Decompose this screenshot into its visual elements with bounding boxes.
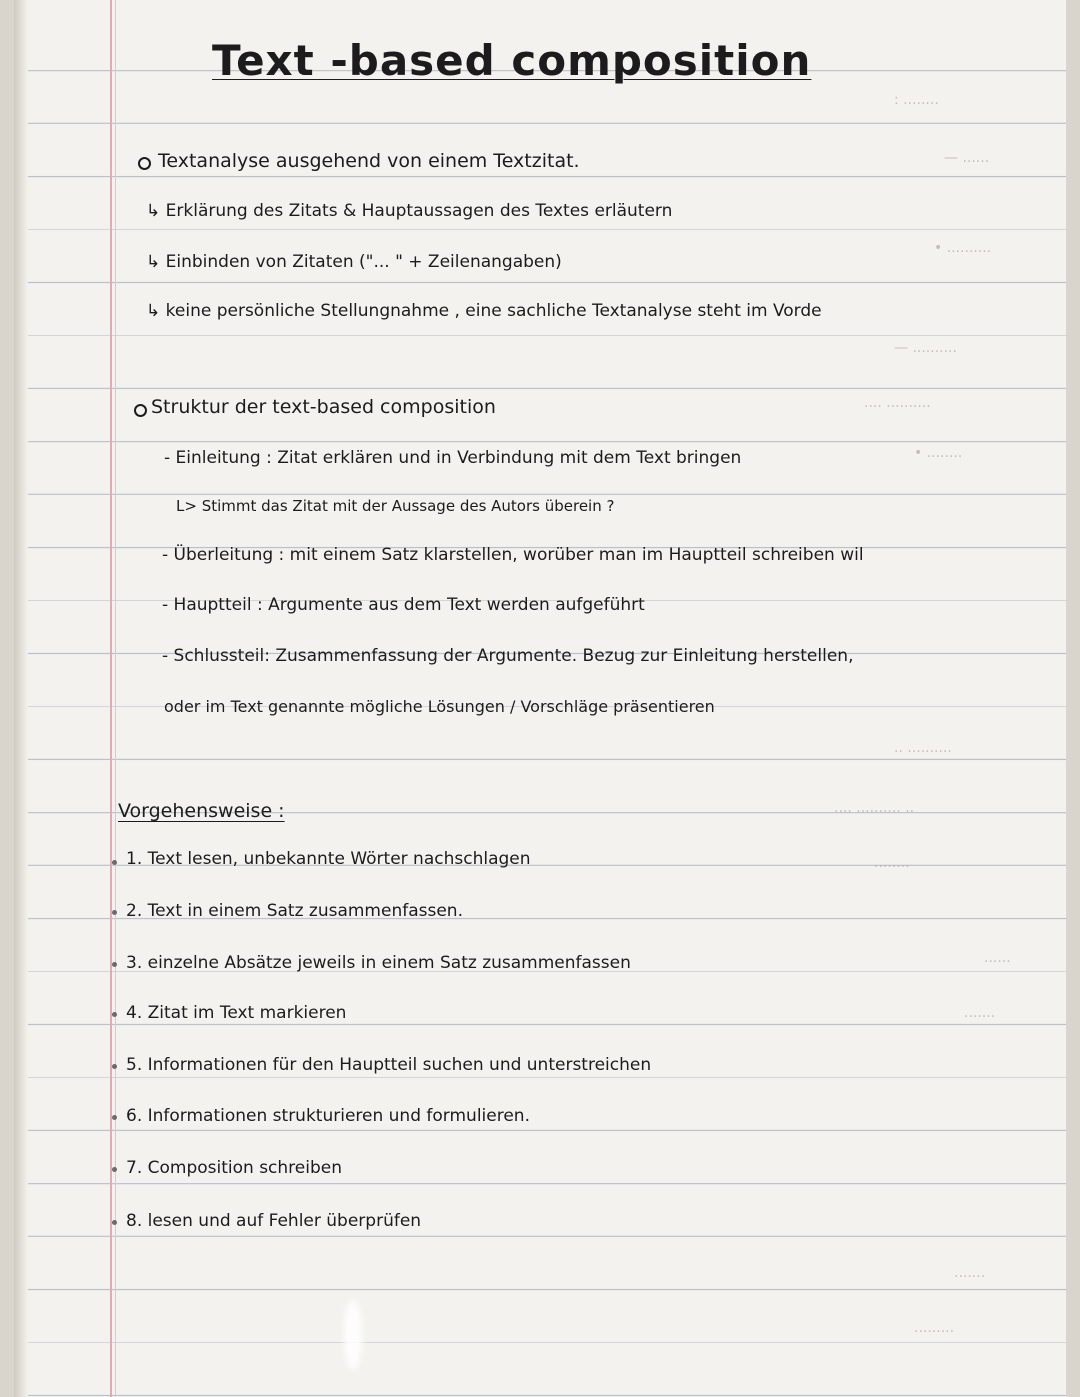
margin-line-secondary <box>115 0 116 1397</box>
bleed-through-text: • ........ <box>914 445 963 461</box>
step-item: 3. einzelne Absätze jeweils in einem Satz zusammenfassen <box>126 953 631 973</box>
bleed-through-text: .. .......... <box>894 740 952 756</box>
schlussteil-line: - Schlussteil: Zusammenfassung der Argumente. Bezug zur Einleitung herstellen, <box>162 646 854 666</box>
hauptteil-line: - Hauptteil : Argumente aus dem Text werden aufgeführt <box>162 595 645 615</box>
step-item: 5. Informationen für den Hauptteil suchen und unterstreichen <box>126 1055 652 1075</box>
einleitung-sub-line: L> Stimmt das Zitat mit der Aussage des Autors überein ? <box>176 497 615 515</box>
bleed-through-text: .... .......... <box>864 395 931 411</box>
bleed-through-text: ......... <box>914 1320 955 1336</box>
section1-item: ↳ Einbinden von Zitaten ("... " + Zeilenangaben) <box>146 252 562 272</box>
section3-heading: Vorgehensweise : <box>118 800 285 822</box>
circle-bullet-icon <box>134 404 147 417</box>
step-item: 1. Text lesen, unbekannte Wörter nachschlagen <box>126 849 531 869</box>
bleed-through-text: — ...... <box>944 150 990 166</box>
section2-heading: Struktur der text-based composition <box>151 396 496 418</box>
margin-dot-icon <box>112 1167 117 1172</box>
bleed-through-text: .... .......... .. <box>834 800 915 816</box>
bleed-through-text: — .......... <box>894 340 957 356</box>
section1-item: ↳ Erklärung des Zitats & Hauptaussagen des Textes erläutern <box>146 201 673 221</box>
bleed-through-text: : ........ <box>894 92 939 108</box>
margin-dot-icon <box>112 962 117 967</box>
section1-heading: Textanalyse ausgehend von einem Textzitat. <box>158 150 580 172</box>
section1-item: ↳ keine persönliche Stellungnahme , eine sachliche Textanalyse steht im Vorde <box>146 301 822 321</box>
margin-dot-icon <box>112 860 117 865</box>
margin-dot-icon <box>112 1115 117 1120</box>
paper-smudge <box>344 1300 362 1370</box>
bleed-through-text: ...... <box>984 950 1011 966</box>
page-shadow <box>14 0 28 1397</box>
step-item: 2. Text in einem Satz zusammenfassen. <box>126 901 463 921</box>
margin-dot-icon <box>112 910 117 915</box>
bleed-through-text: ....... <box>954 1265 986 1281</box>
step-item: 6. Informationen strukturieren und formulieren. <box>126 1106 530 1126</box>
margin-dot-icon <box>112 1220 117 1225</box>
notebook-page <box>14 0 1066 1397</box>
step-item: 7. Composition schreiben <box>126 1158 342 1178</box>
bleed-through-text: ........ <box>874 855 910 871</box>
step-item: 4. Zitat im Text markieren <box>126 1003 347 1023</box>
einleitung-line: - Einleitung : Zitat erklären und in Verbindung mit dem Text bringen <box>164 448 742 468</box>
bleed-through-text: ....... <box>964 1005 996 1021</box>
ueberleitung-line: - Überleitung : mit einem Satz klarstellen, worüber man im Hauptteil schreiben wil <box>162 545 864 565</box>
circle-bullet-icon <box>138 157 151 170</box>
margin-dot-icon <box>112 1012 117 1017</box>
margin-line <box>110 0 112 1397</box>
page-title: Text -based composition <box>212 36 812 85</box>
bleed-through-text: • .......... <box>934 240 992 256</box>
margin-dot-icon <box>112 1064 117 1069</box>
step-item: 8. lesen und auf Fehler überprüfen <box>126 1211 422 1231</box>
schlussteil-continuation: oder im Text genannte mögliche Lösungen / Vorschläge präsentieren <box>164 697 715 716</box>
